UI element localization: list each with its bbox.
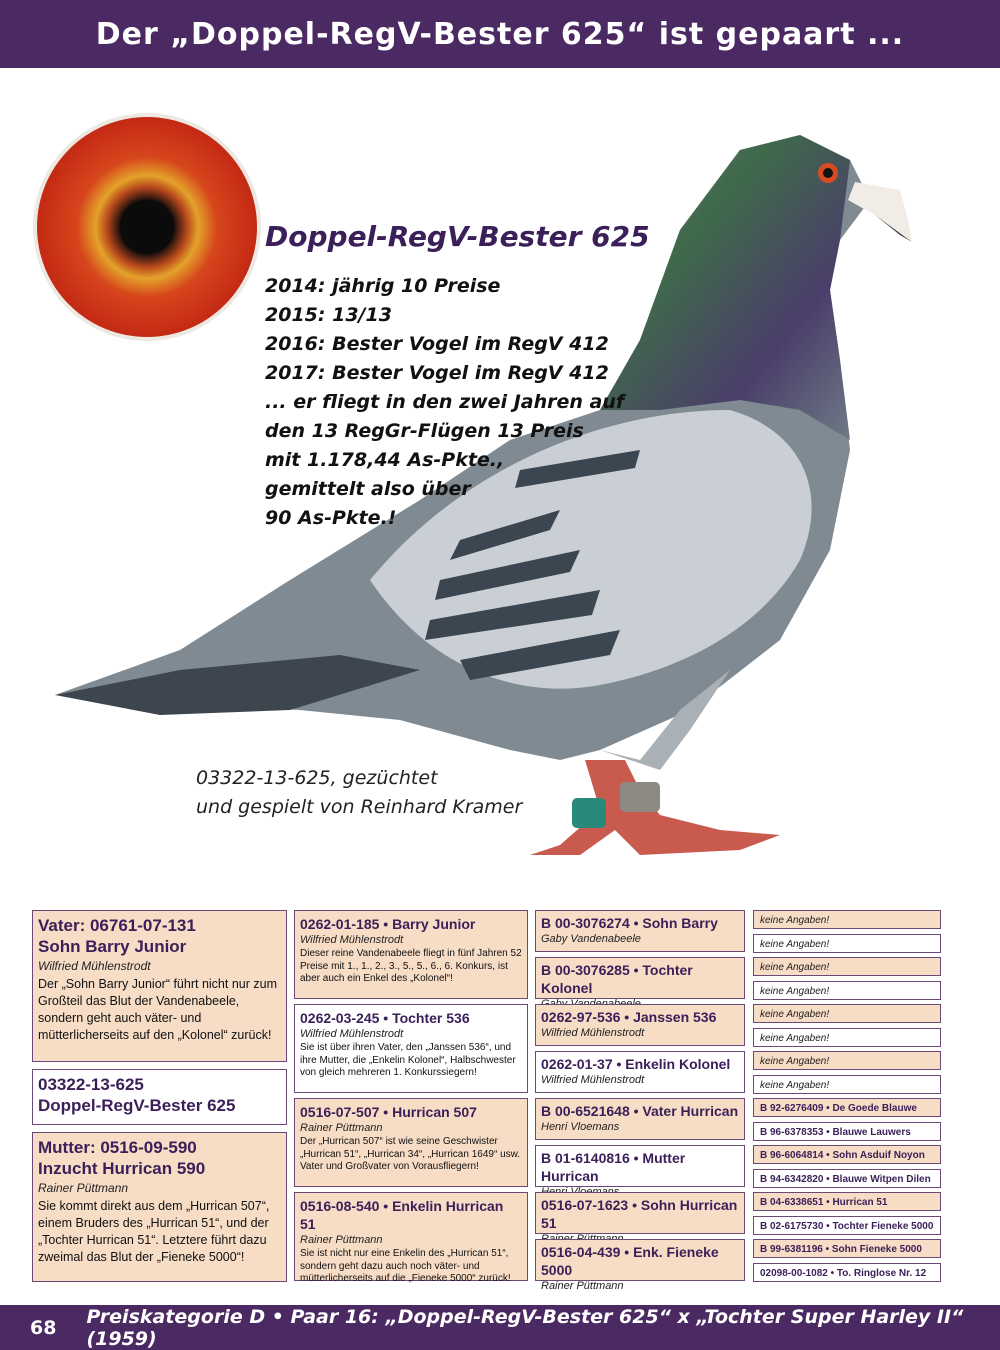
- pedigree-gen4-item: B 04-6338651 • Hurrican 51: [753, 1192, 941, 1211]
- stat-line: 2014: jährig 10 Preise: [265, 275, 501, 297]
- pedigree-gen4-item: B 02-6175730 • Tochter Fieneke 5000: [753, 1216, 941, 1235]
- page-number: 68: [30, 1316, 57, 1339]
- pedigree-gen4-item: keine Angaben!: [753, 910, 941, 929]
- pedigree-gen4-item: 02098-00-1082 • To. Ringlose Nr. 12: [753, 1263, 941, 1282]
- pedigree-gen4-item: B 92-6276409 • De Goede Blauwe: [753, 1098, 941, 1117]
- pedigree-mother: Mutter: 0516-09-590 Inzucht Hurrican 590 Rainer Püttmann Sie kommt direkt aus dem „Hurrican 507“, einem Bruders des „Hurrican 51“, und der „Tochter Hurrican 51“. Letztere führt dazu zweimal das Blut der „Fieneke 5000“!: [32, 1132, 287, 1282]
- pedigree-grandparent: 0516-08-540 • Enkelin Hurrican 51 Rainer Püttmann Sie ist nicht nur eine Enkelin des „Hurrican 51“, sondern geht dazu auch noch väter- und mütterlicherseits auf die „Fieneke 5000“ zurück!: [294, 1192, 528, 1281]
- pigeon-name: Doppel-RegV-Bester 625: [265, 220, 650, 253]
- pedigree-greatgrandparent: 0516-07-1623 • Sohn Hurrican 51: [535, 1192, 745, 1234]
- stat-line: 2017: Bester Vogel im RegV 412: [265, 362, 609, 384]
- stat-line: 90 As-Pkte.!: [265, 507, 397, 529]
- pedigree-grandparent: 0262-01-185 • Barry Junior Wilfried Mühlenstrodt Dieser reine Vandenabeele fliegt in fünf Jahren 52 Preise mit 1., 1., 2., 3., 5., 5., 6., 6. Konkurs, ist aber auch ein Enkel des „Kolonel“!: [294, 910, 528, 999]
- pedigree-grandparent: 0516-07-507 • Hurrican 507 Rainer Püttmann Der „Hurrican 507“ ist wie seine Geschwister „Hurrican 51“, „Hurrican 34“, „Hurrican 1649“ usw. Vater und Großvater von Vorausfliegern!: [294, 1098, 528, 1187]
- pedigree-gen4-item: keine Angaben!: [753, 1004, 941, 1023]
- pedigree-greatgrandparent: 0262-97-536 • Janssen 536 Wilfried Mühlenstrodt: [535, 1004, 745, 1046]
- pedigree-greatgrandparent: B 01-6140816 • Mutter Hurrican: [535, 1145, 745, 1187]
- pedigree-gen4-item: B 96-6378353 • Blauwe Lauwers: [753, 1122, 941, 1141]
- pedigree-gen4-item: keine Angaben!: [753, 934, 941, 953]
- stat-line: gemittelt also über: [265, 478, 471, 500]
- photo-caption: 03322-13-625, gezüchtet und gespielt von Reinhard Kramer: [196, 767, 523, 818]
- pedigree-greatgrandparent: 0516-04-439 • Enk. Fieneke 5000 Rainer Püttmann: [535, 1239, 745, 1281]
- stat-line: 2015: 13/13: [265, 304, 392, 326]
- pigeon-stats: [265, 272, 624, 533]
- pedigree-gen4-item: B 99-6381196 • Sohn Fieneke 5000: [753, 1239, 941, 1258]
- stat-line: ... er fliegt in den zwei Jahren auf: [265, 391, 625, 413]
- pedigree-greatgrandparent: 0262-01-37 • Enkelin Kolonel Wilfried Mühlenstrodt: [535, 1051, 745, 1093]
- header-title: Der „Doppel-RegV-Bester 625“ ist gepaart ...: [95, 16, 905, 52]
- pedigree-gen4-item: keine Angaben!: [753, 981, 941, 1000]
- stat-line: mit 1.178,44 As-Pkte.,: [265, 449, 505, 471]
- pedigree-gen4-item: B 94-6342820 • Blauwe Witpen Dilen: [753, 1169, 941, 1188]
- pedigree-father: Vater: 06761-07-131 Sohn Barry Junior Wilfried Mühlenstrodt Der „Sohn Barry Junior“ führt nicht nur zum Großteil das Blut der Vandenabeele, sondern geht auch väter- und mütterlicherseits auf den „Kolonel“ zurück!: [32, 910, 287, 1062]
- pedigree-grandparent: 0262-03-245 • Tochter 536 Wilfried Mühlenstrodt Sie ist über ihren Vater, den „Janssen 536“, und ihre Mutter, die „Enkelin Kolonel“, Halbschwester von gleich mehreren 1. Konkurssiegern!: [294, 1004, 528, 1093]
- pedigree-gen4-item: keine Angaben!: [753, 1075, 941, 1094]
- stat-line: den 13 RegGr-Flügen 13 Preis: [265, 420, 584, 442]
- pedigree-gen4-item: keine Angaben!: [753, 957, 941, 976]
- pedigree-greatgrandparent: B 00-3076285 • Tochter Kolonel: [535, 957, 745, 999]
- pedigree-self: 03322-13-625 Doppel-RegV-Bester 625: [32, 1069, 287, 1125]
- pedigree-greatgrandparent: B 00-3076274 • Sohn Barry Gaby Vandenabeele: [535, 910, 745, 952]
- pedigree-gen4-item: keine Angaben!: [753, 1051, 941, 1070]
- pedigree-gen4-item: B 96-6064814 • Sohn Asduif Noyon: [753, 1145, 941, 1164]
- footer-text: Preiskategorie D • Paar 16: „Doppel-RegV-Bester 625“ x „Tochter Super Harley II“ (1959): [86, 1305, 964, 1350]
- pedigree-gen4-item: keine Angaben!: [753, 1028, 941, 1047]
- page-footer: [0, 1305, 1000, 1350]
- pedigree-greatgrandparent: B 00-6521648 • Vater Hurrican Henri Vloemans: [535, 1098, 745, 1140]
- page-header: [0, 0, 1000, 68]
- stat-line: 2016: Bester Vogel im RegV 412: [265, 333, 609, 355]
